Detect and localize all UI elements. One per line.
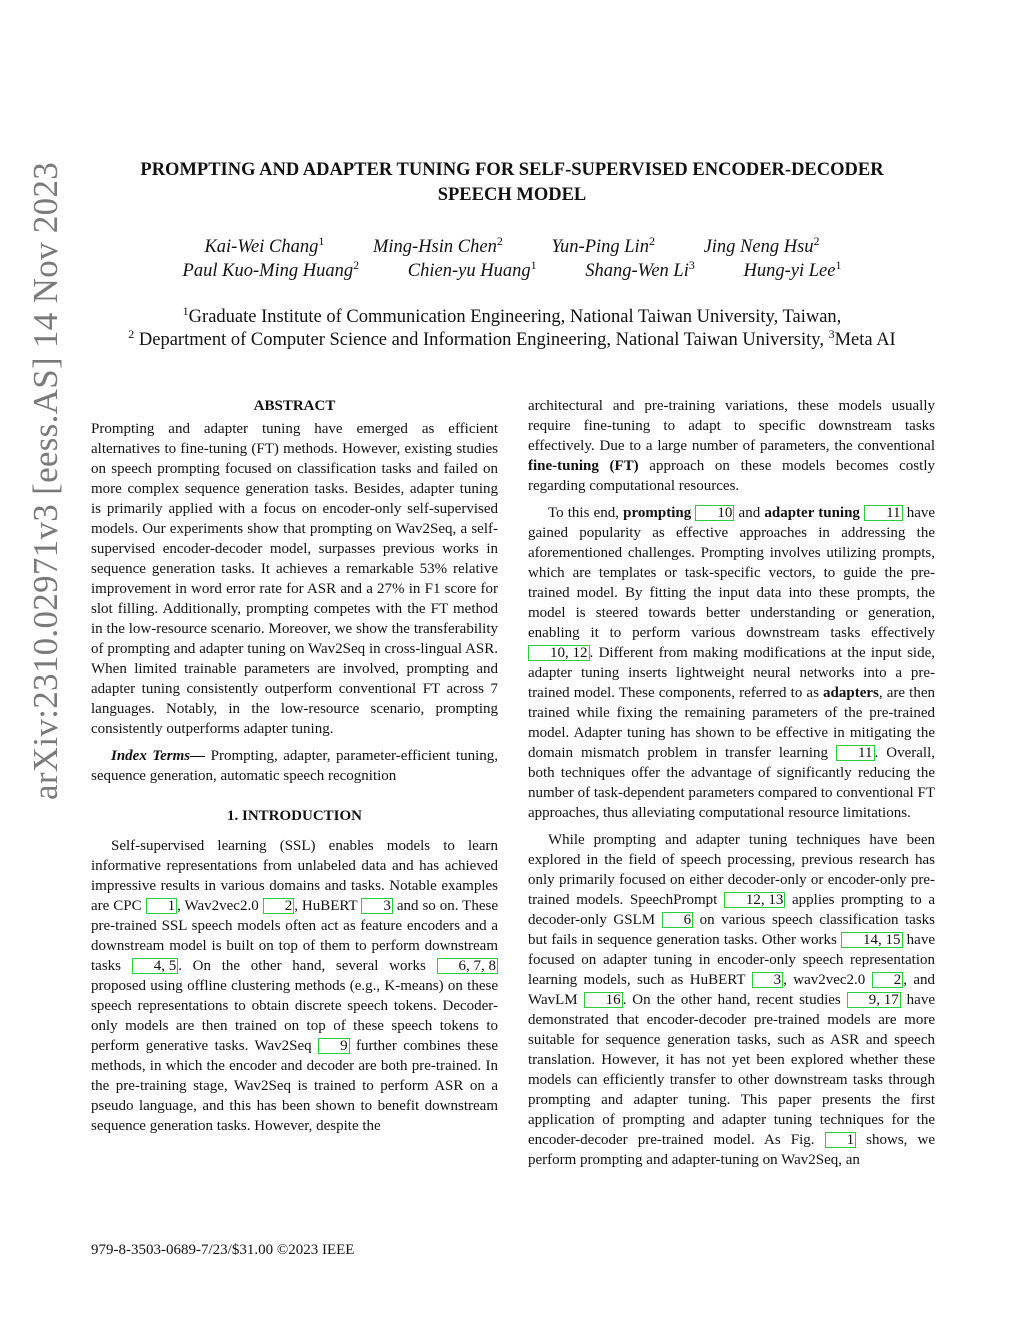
citation-link[interactable]: 9 bbox=[318, 1038, 350, 1054]
intro-paragraph: Self-supervised learning (SSL) enables models to learn informative representations from unlabeled data and has achieved impressive results in various domains and tasks. Notable examples are CPC 1 , Wav2vec2.0 2 , HuBERT 3 and so on. These pre-trained SSL speech models often act as feature encoders and a downstream model is built on top of them to perform downstream tasks 4, 5 . On the other hand, several works 6, 7, 8 proposed using offline clustering methods (e.g., K-means) on these speech representations to obtain discrete speech tokens. Decoder-only models are then trained on top of these speech tokens to perform generative tasks. Wav2Seq 9 further combines these methods, in which the encoder and decoder are both pre-trained. In the pre-training stage, Wav2Seq is trained to perform ASR on a pseudo language, and this has been shown to benefit downstream sequence generation tasks. However, despite the bbox=[91, 838, 498, 1134]
title-line-1: PROMPTING AND ADAPTER TUNING FOR SELF-SUPERVISED ENCODER-DECODER bbox=[140, 160, 884, 180]
arxiv-id: arXiv:2310.02971v3 [eess.AS] 14 Nov 2023 bbox=[26, 161, 65, 800]
citation-link[interactable]: 3 bbox=[361, 898, 393, 914]
citation-link[interactable]: 2 bbox=[872, 972, 904, 988]
paper-title bbox=[0, 158, 1024, 208]
abstract-heading: ABSTRACT bbox=[253, 398, 336, 414]
citation-link[interactable]: 9, 17 bbox=[847, 992, 901, 1008]
copyright-footer: 979-8-3503-0689-7/23/$31.00 ©2023 IEEE bbox=[91, 1242, 355, 1258]
abstract-text: Prompting and adapter tuning have emerged as efficient alternatives to fine-tuning (FT) methods. However, existing studies on speech prompting focused on classification tasks and failed on more complex sequence generation tasks. Besides, adapter tuning is primarily applied with a focus on encoder-only self-supervised models. Our experiments show that prompting on Wav2Seq, a self-supervised encoder-decoder model, surpasses previous works in sequence generation tasks. It achieves a remarkable 53% relative improvement in word error rate for ASR and a 27% in F1 score for slot filling. Additionally, prompting competes with the FT method in the low-resource scenario. Moreover, we show the transferability of prompting and adapter tuning on Wav2Seq in cross-lingual ASR. When limited trainable parameters are involved, prompting and adapter tuning consistently outperform conventional FT across 7 languages. Notably, in the low-resource scenario, prompting consistently outperforms adapter tuning. bbox=[91, 421, 498, 737]
author: Paul Kuo-Ming Huang$^2$ bbox=[182, 258, 360, 281]
title-line-2: SPEECH MODEL bbox=[437, 185, 587, 205]
right-column bbox=[528, 396, 935, 1170]
paragraph-prompting-adapter: To this end, prompting 10 and adapter tuning 11 have gained popularity as effective approaches in addressing the aforementioned challenges. Prompting involves utilizing prompts, which are templates or task-specific vectors, to guide the pre-trained model. By fitting the input data into these prompts, the model is steered towards better understanding or generation, enabling it to perform various downstream tasks effectively 10, 12 . Different from making modifications at the input side, adapter tuning inserts lightweight neural networks into a pre-trained model. These components, referred to as adapters, are then trained while fixing the remaining parameters of the pre-trained model. Adapter tuning has shown to be effective in mitigating the domain mismatch problem in transfer learning 11 . Overall, both techniques offer the advantage of significantly reducing the number of task-dependent parameters compared to conventional FT approaches, thus alleviating computational resource limitations. bbox=[528, 505, 936, 821]
paragraph-continued: architectural and pre-training variations, these models usually require fine-tuning to adapt to specific downstream tasks effectively. Due to a large number of parameters, the conventional fine-tuning (FT) approach on these models becomes costly regarding computational resources. bbox=[528, 398, 935, 494]
author: Shang-Wen Li$^3$ bbox=[585, 258, 695, 281]
citation-link[interactable]: 10 bbox=[695, 505, 734, 521]
index-terms: Index Terms— Prompting, adapter, parameter-efficient tuning, sequence generation, automatic speech recognition bbox=[91, 748, 498, 784]
citation-link[interactable]: 11 bbox=[836, 745, 874, 761]
figure-link[interactable]: 1 bbox=[825, 1132, 857, 1148]
paragraph-related-work: While prompting and adapter tuning techniques have been explored in the field of speech processing, previous research has only primarily focused on either decoder-only or encoder-only pre-trained models. SpeechPrompt 12, 13 applies prompting to a decoder-only GSLM 6 on various speech classification tasks but fails in sequence generation tasks. Other works 14, 15 have focused on adapter tuning in encoder-only speech representation learning models, such as HuBERT 3 , wav2vec2.0 2 , and WavLM 16 . On the other hand, recent studies 9, 17 have demonstrated that encoder-decoder pre-trained models are more suitable for sequence generation tasks, such as ASR and speech translation. However, it has not yet been explored whether these models can efficiently transfer to other downstream tasks through prompting and adapter tuning. This paper presents the first application of prompting and adapter tuning techniques for the encoder-decoder pre-trained model. As Fig. 1 shows, we perform prompting and adapter-tuning on Wav2Seq, an bbox=[528, 832, 936, 1168]
citation-link[interactable]: 6, 7, 8 bbox=[437, 958, 499, 974]
citation-link[interactable]: 14, 15 bbox=[841, 932, 903, 948]
citation-link[interactable]: 4, 5 bbox=[132, 958, 179, 974]
author: Jing Neng Hsu$^2$ bbox=[703, 234, 820, 257]
author: Ming-Hsin Chen$^2$ bbox=[372, 234, 503, 257]
citation-link[interactable]: 16 bbox=[584, 992, 623, 1008]
citation-link[interactable]: 6 bbox=[662, 912, 694, 928]
citation-link[interactable]: 12, 13 bbox=[724, 892, 786, 908]
affiliation-line-2: $^2$ Department of Computer Science and Information Engineering, National Taiwan University, $^3$Meta AI bbox=[128, 327, 896, 350]
intro-heading: 1. INTRODUCTION bbox=[226, 808, 362, 824]
citation-link[interactable]: 11 bbox=[864, 505, 902, 521]
author: Hung-yi Lee$^1$ bbox=[743, 258, 842, 281]
author: Kai-Wei Chang$^1$ bbox=[204, 234, 325, 257]
affiliation-line-1: $^1$Graduate Institute of Communication Engineering, National Taiwan University, Taiwan, bbox=[182, 304, 842, 327]
authors-row-1 bbox=[0, 235, 1024, 259]
citation-link[interactable]: 3 bbox=[752, 972, 784, 988]
author: Chien-yu Huang$^1$ bbox=[407, 258, 537, 281]
citation-link[interactable]: 2 bbox=[263, 898, 295, 914]
citation-link[interactable]: 10, 12 bbox=[528, 645, 590, 661]
citation-link[interactable]: 1 bbox=[146, 898, 178, 914]
left-column bbox=[91, 396, 498, 1136]
authors-row-2 bbox=[0, 259, 1024, 283]
author: Yun-Ping Lin$^2$ bbox=[551, 234, 655, 257]
